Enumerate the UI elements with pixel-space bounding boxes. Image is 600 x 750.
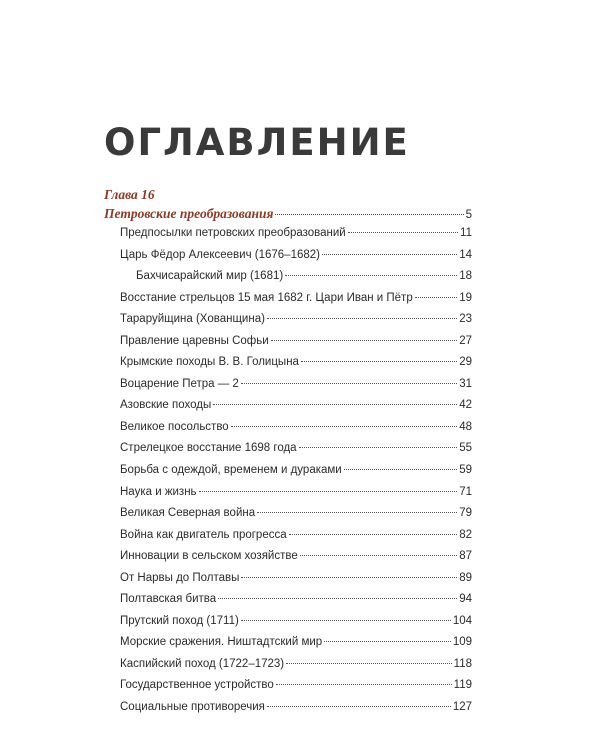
toc-entry-title: Петровские преобразования [104,206,274,221]
dot-leader [241,620,451,621]
toc-entry[interactable] [104,374,472,396]
toc-entry-title: Воцарение Петра — 2 [120,377,239,390]
toc-entry-page: 48 [459,420,472,433]
table-of-contents [104,186,472,719]
toc-entry-title: Предпосылки петровских преобразований [120,227,346,239]
toc-entry[interactable] [104,266,472,288]
toc-entry[interactable] [104,546,472,568]
toc-entry[interactable] [104,309,472,331]
dot-leader [213,404,457,405]
toc-entry-page: 118 [453,657,472,670]
dot-leader [267,318,457,319]
toc-entry-title: Социальные противоречия [120,701,265,714]
toc-entry-page: 71 [459,485,472,498]
toc-entry-title: Царь Фёдор Алексеевич (1676–1682) [120,248,320,261]
dot-leader [241,383,457,384]
toc-entry[interactable] [104,589,472,611]
dot-leader [415,297,457,298]
toc-entry-page: 18 [459,270,472,283]
toc-entry-page: 14 [459,248,472,261]
toc-entry-title: Государственное устройство [120,679,274,692]
chapter-label: Глава 16 [104,187,155,202]
dot-leader [301,361,457,362]
toc-entry-page: 94 [459,593,472,606]
toc-entry[interactable] [104,675,472,697]
dot-leader [276,684,452,685]
dot-leader [344,469,457,470]
toc-entry[interactable] [104,568,472,590]
toc-entry[interactable] [104,611,472,633]
toc-entry[interactable] [104,482,472,504]
toc-entry-page: 89 [459,571,472,584]
dot-leader [275,214,463,215]
toc-entry-title: Борьба с одеждой, временем и дураками [120,464,342,477]
dot-leader [285,275,457,276]
dot-leader [241,577,457,578]
toc-entry[interactable] [104,245,472,267]
toc-entry[interactable] [104,460,472,482]
toc-entry-title: Инновации в сельском хозяйстве [120,550,298,563]
toc-entry-title: Правление царевны Софьи [120,334,269,347]
dot-leader [286,663,452,664]
toc-entry[interactable] [104,417,472,439]
toc-entry-page: 42 [459,399,472,412]
toc-entry-page: 19 [459,291,472,304]
toc-entry-title: Азовские походы [120,399,212,412]
toc-entry[interactable] [104,697,472,719]
dot-leader [271,340,458,341]
toc-entry-page: 55 [459,442,472,455]
toc-entry-page: 82 [459,528,472,541]
toc-entry-page: 119 [453,679,472,692]
toc-entry-title: Прутский поход (1711) [120,614,239,627]
toc-entry-title: Восстание стрельцов 15 мая 1682 г. Цари Иван и Пётр [120,291,413,304]
toc-entry-title: Великое посольство [120,420,229,433]
toc-entry-page: 79 [459,507,472,520]
dot-leader [218,598,457,599]
toc-entry-title: Бахчисарайский мир (1681) [136,270,284,283]
toc-entry-page: 109 [452,636,472,649]
toc-entry-title: От Нарвы до Полтавы [120,571,240,584]
toc-entry[interactable] [104,223,472,245]
toc-entry[interactable] [104,525,472,547]
toc-chapter-entry[interactable] [104,204,472,223]
toc-entry-page: 31 [459,377,472,390]
toc-entry[interactable] [104,288,472,310]
toc-entry-title: Каспийский поход (1722–1723) [120,657,285,670]
toc-entry[interactable] [104,438,472,460]
dot-leader [322,254,457,255]
toc-entry-page: 11 [460,227,472,239]
dot-leader [267,706,451,707]
dot-leader [199,491,458,492]
toc-entry-page: 87 [459,550,472,563]
dot-leader [299,447,458,448]
toc-entry-title: Великая Северная война [120,507,256,520]
toc-entry-title: Тараруйщина (Хованщина) [120,313,265,326]
toc-entry-title: Морские сражения. Ништадтский мир [120,636,323,649]
toc-entry-page: 5 [465,209,472,221]
toc-entry-title: Война как двигатель прогресса [120,528,287,541]
dot-leader [289,534,458,535]
toc-entry-title: Крымские походы В. В. Голицына [120,356,299,369]
toc-entries [104,223,472,719]
dot-leader [231,426,457,427]
toc-entry-page: 23 [459,313,472,326]
toc-entry-page: 127 [452,701,472,714]
toc-entry[interactable] [104,395,472,417]
toc-entry-title: Стрелецкое восстание 1698 года [120,442,297,455]
toc-entry[interactable] [104,654,472,676]
toc-entry[interactable] [104,331,472,353]
dot-leader [324,641,451,642]
toc-entry-page: 27 [459,334,472,347]
dot-leader [348,232,458,233]
toc-entry[interactable] [104,503,472,525]
toc-entry-page: 104 [452,614,472,627]
toc-entry-page: 59 [459,464,472,477]
toc-entry-title: Наука и жизнь [120,485,197,498]
page-title: ОГЛАВЛЕНИЕ [104,121,410,164]
dot-leader [257,512,457,513]
toc-entry-title: Полтавская битва [120,593,217,606]
toc-entry[interactable] [104,352,472,374]
toc-entry-page: 29 [459,356,472,369]
dot-leader [300,555,457,556]
toc-entry[interactable] [104,632,472,654]
